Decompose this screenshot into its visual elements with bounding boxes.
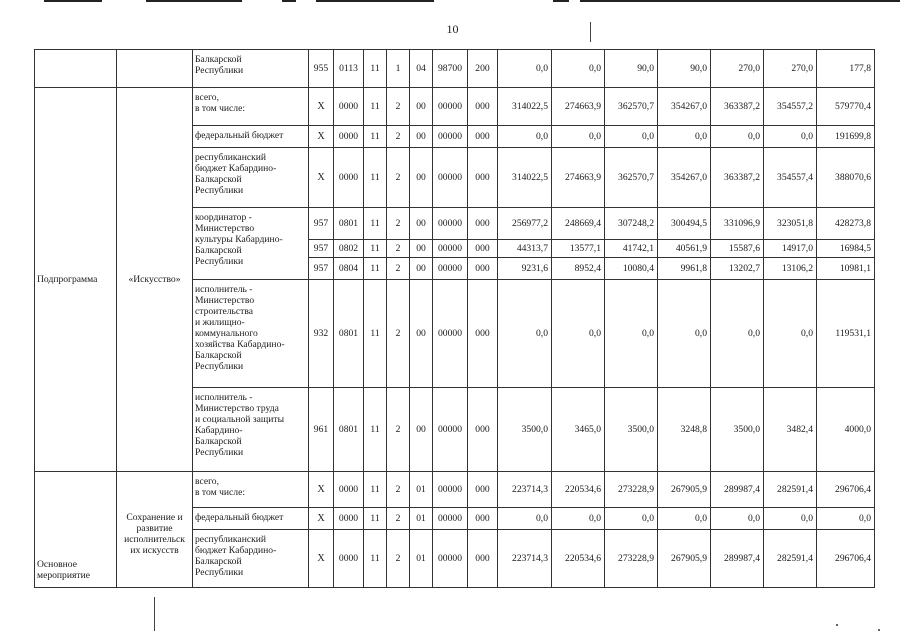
code-gp: 11 xyxy=(364,530,387,588)
code-om: 00 xyxy=(410,258,433,280)
code-cs: 00000 xyxy=(433,530,468,588)
code-pgp: 2 xyxy=(387,208,410,240)
code-gp: 11 xyxy=(364,280,387,388)
table-body xyxy=(35,50,875,588)
scan-speck xyxy=(878,629,880,631)
value-cell: 0,0 xyxy=(552,50,605,88)
code-vr: 000 xyxy=(468,88,498,126)
value-cell: 270,0 xyxy=(764,50,817,88)
top-scan-line-3 xyxy=(282,0,296,2)
participant-cell: федеральный бюджет xyxy=(193,126,309,148)
value-cell: 273228,9 xyxy=(605,472,658,508)
code-om: 01 xyxy=(410,472,433,508)
code-om: 00 xyxy=(410,388,433,472)
code-vr: 000 xyxy=(468,388,498,472)
code-rzpr: 0801 xyxy=(334,208,364,240)
value-cell: 220534,6 xyxy=(552,472,605,508)
value-cell: 223714,3 xyxy=(498,472,552,508)
code-grbs: X xyxy=(309,472,334,508)
code-cs: 00000 xyxy=(433,258,468,280)
value-cell: 0,0 xyxy=(498,280,552,388)
value-cell: 3500,0 xyxy=(498,388,552,472)
code-om: 04 xyxy=(410,50,433,88)
value-cell: 13202,7 xyxy=(711,258,764,280)
value-cell: 0,0 xyxy=(552,280,605,388)
value-cell: 256977,2 xyxy=(498,208,552,240)
value-cell: 0,0 xyxy=(658,508,711,530)
code-grbs: X xyxy=(309,126,334,148)
value-cell: 0,0 xyxy=(764,126,817,148)
code-gp: 11 xyxy=(364,148,387,208)
value-cell: 10080,4 xyxy=(605,258,658,280)
code-grbs: 961 xyxy=(309,388,334,472)
value-cell: 274663,9 xyxy=(552,88,605,126)
value-cell: 267905,9 xyxy=(658,530,711,588)
value-cell: 3248,8 xyxy=(658,388,711,472)
budget-table xyxy=(34,49,875,588)
value-cell: 323051,8 xyxy=(764,208,817,240)
value-cell: 289987,4 xyxy=(711,472,764,508)
value-cell: 191699,8 xyxy=(817,126,875,148)
code-gp: 11 xyxy=(364,88,387,126)
top-scan-line-5 xyxy=(553,0,569,2)
value-cell: 0,0 xyxy=(764,280,817,388)
value-cell: 354557,4 xyxy=(764,148,817,208)
code-rzpr: 0804 xyxy=(334,258,364,280)
code-rzpr: 0801 xyxy=(334,280,364,388)
scan-mark-bottom xyxy=(154,597,155,631)
participant-cell: федеральный бюджет xyxy=(193,508,309,530)
value-cell: 0,0 xyxy=(498,50,552,88)
value-cell: 248669,4 xyxy=(552,208,605,240)
value-cell: 363387,2 xyxy=(711,148,764,208)
table-row xyxy=(35,50,875,88)
value-cell: 3482,4 xyxy=(764,388,817,472)
participant-cell: исполнитель - Министерство строительства и жилищно- коммунального хозяйства Кабардино- Балкарской Республики xyxy=(193,280,309,388)
value-cell: 0,0 xyxy=(658,280,711,388)
value-cell: 9961,8 xyxy=(658,258,711,280)
value-cell: 362570,7 xyxy=(605,148,658,208)
code-cs: 00000 xyxy=(433,148,468,208)
code-gp: 11 xyxy=(364,388,387,472)
code-pgp: 2 xyxy=(387,472,410,508)
code-gp: 11 xyxy=(364,208,387,240)
participant-cell: всего, в том числе: xyxy=(193,88,309,126)
code-om: 01 xyxy=(410,508,433,530)
code-grbs: X xyxy=(309,148,334,208)
value-cell: 0,0 xyxy=(711,280,764,388)
code-vr: 000 xyxy=(468,208,498,240)
code-rzpr: 0802 xyxy=(334,240,364,258)
value-cell: 8952,4 xyxy=(552,258,605,280)
participant-cell: республиканский бюджет Кабардино- Балкарской Республики xyxy=(193,148,309,208)
group-name-subprogram: «Искусство» xyxy=(117,88,193,472)
top-scan-line-4 xyxy=(316,0,434,2)
code-rzpr: 0000 xyxy=(334,472,364,508)
code-pgp: 2 xyxy=(387,240,410,258)
code-pgp: 2 xyxy=(387,88,410,126)
value-cell: 428273,8 xyxy=(817,208,875,240)
value-cell: 282591,4 xyxy=(764,530,817,588)
value-cell: 354557,2 xyxy=(764,88,817,126)
code-rzpr: 0000 xyxy=(334,530,364,588)
code-vr: 000 xyxy=(468,126,498,148)
scan-speck xyxy=(836,624,838,626)
code-grbs: X xyxy=(309,508,334,530)
value-cell: 90,0 xyxy=(658,50,711,88)
code-vr: 000 xyxy=(468,508,498,530)
value-cell: 3500,0 xyxy=(605,388,658,472)
code-om: 01 xyxy=(410,530,433,588)
value-cell: 282591,4 xyxy=(764,472,817,508)
value-cell: 4000,0 xyxy=(817,388,875,472)
value-cell: 13577,1 xyxy=(552,240,605,258)
value-cell: 362570,7 xyxy=(605,88,658,126)
code-cs: 00000 xyxy=(433,126,468,148)
code-gp: 11 xyxy=(364,126,387,148)
value-cell: 14917,0 xyxy=(764,240,817,258)
code-om: 00 xyxy=(410,280,433,388)
value-cell: 0,0 xyxy=(605,126,658,148)
code-vr: 200 xyxy=(468,50,498,88)
value-cell: 314022,5 xyxy=(498,148,552,208)
participant-cell: исполнитель - Министерство труда и социальной защиты Кабардино- Балкарской Республики xyxy=(193,388,309,472)
code-om: 00 xyxy=(410,126,433,148)
participant-cell: республиканский бюджет Кабардино- Балкарской Республики xyxy=(193,530,309,588)
code-vr: 000 xyxy=(468,240,498,258)
value-cell: 273228,9 xyxy=(605,530,658,588)
value-cell: 44313,7 xyxy=(498,240,552,258)
value-cell: 0,0 xyxy=(498,508,552,530)
code-pgp: 2 xyxy=(387,388,410,472)
code-grbs: X xyxy=(309,88,334,126)
code-pgp: 2 xyxy=(387,280,410,388)
code-cs: 00000 xyxy=(433,88,468,126)
value-cell: 363387,2 xyxy=(711,88,764,126)
value-cell: 579770,4 xyxy=(817,88,875,126)
cell-type xyxy=(35,50,117,88)
code-pgp: 2 xyxy=(387,126,410,148)
group-name-main-event: Сохранение и развитие исполнительск их искусств xyxy=(117,472,193,588)
group-type-subprogram: Подпрограмма xyxy=(35,88,117,472)
value-cell: 0,0 xyxy=(552,126,605,148)
value-cell: 15587,6 xyxy=(711,240,764,258)
code-grbs: X xyxy=(309,530,334,588)
code-pgp: 1 xyxy=(387,50,410,88)
value-cell: 289987,4 xyxy=(711,530,764,588)
code-om: 00 xyxy=(410,208,433,240)
code-cs: 98700 xyxy=(433,50,468,88)
table-row xyxy=(35,472,875,508)
value-cell: 0,0 xyxy=(498,126,552,148)
value-cell: 300494,5 xyxy=(658,208,711,240)
value-cell: 41742,1 xyxy=(605,240,658,258)
value-cell: 3500,0 xyxy=(711,388,764,472)
code-cs: 00000 xyxy=(433,208,468,240)
page-number: 10 xyxy=(446,22,459,36)
table-row xyxy=(35,88,875,126)
code-cs: 00000 xyxy=(433,388,468,472)
value-cell: 0,0 xyxy=(605,280,658,388)
code-cs: 00000 xyxy=(433,508,468,530)
value-cell: 0,0 xyxy=(552,508,605,530)
value-cell: 0,0 xyxy=(711,126,764,148)
code-pgp: 2 xyxy=(387,258,410,280)
participant-cell: координатор - Министерство культуры Кабардино- Балкарской Республики xyxy=(193,208,309,280)
value-cell: 90,0 xyxy=(605,50,658,88)
code-om: 00 xyxy=(410,240,433,258)
value-cell: 16984,5 xyxy=(817,240,875,258)
value-cell: 119531,1 xyxy=(817,280,875,388)
value-cell: 177,8 xyxy=(817,50,875,88)
code-vr: 000 xyxy=(468,530,498,588)
code-rzpr: 0000 xyxy=(334,126,364,148)
value-cell: 354267,0 xyxy=(658,88,711,126)
value-cell: 13106,2 xyxy=(764,258,817,280)
code-gp: 11 xyxy=(364,508,387,530)
value-cell: 220534,6 xyxy=(552,530,605,588)
code-vr: 000 xyxy=(468,472,498,508)
value-cell: 223714,3 xyxy=(498,530,552,588)
code-pgp: 2 xyxy=(387,530,410,588)
code-gp: 11 xyxy=(364,258,387,280)
value-cell: 0,0 xyxy=(605,508,658,530)
top-scan-line-6 xyxy=(580,0,900,2)
code-rzpr: 0000 xyxy=(334,148,364,208)
top-scan-line-2 xyxy=(146,0,242,2)
code-cs: 00000 xyxy=(433,472,468,508)
top-scan-line-1 xyxy=(44,0,102,2)
code-vr: 000 xyxy=(468,258,498,280)
value-cell: 40561,9 xyxy=(658,240,711,258)
value-cell: 0,0 xyxy=(711,508,764,530)
scan-mark-top xyxy=(590,22,591,42)
code-cs: 00000 xyxy=(433,240,468,258)
code-rzpr: 0113 xyxy=(334,50,364,88)
code-vr: 000 xyxy=(468,148,498,208)
value-cell: 267905,9 xyxy=(658,472,711,508)
code-rzpr: 0000 xyxy=(334,508,364,530)
code-om: 00 xyxy=(410,148,433,208)
value-cell: 314022,5 xyxy=(498,88,552,126)
code-grbs: 955 xyxy=(309,50,334,88)
code-gp: 11 xyxy=(364,50,387,88)
value-cell: 9231,6 xyxy=(498,258,552,280)
cell-name xyxy=(117,50,193,88)
code-pgp: 2 xyxy=(387,148,410,208)
value-cell: 3465,0 xyxy=(552,388,605,472)
code-gp: 11 xyxy=(364,472,387,508)
group-type-main-event: Основное мероприятие xyxy=(35,472,117,588)
code-rzpr: 0000 xyxy=(334,88,364,126)
value-cell: 0,0 xyxy=(658,126,711,148)
code-cs: 00000 xyxy=(433,280,468,388)
code-gp: 11 xyxy=(364,240,387,258)
participant-cell: всего, в том числе: xyxy=(193,472,309,508)
code-grbs: 932 xyxy=(309,280,334,388)
value-cell: 354267,0 xyxy=(658,148,711,208)
value-cell: 0,0 xyxy=(764,508,817,530)
code-om: 00 xyxy=(410,88,433,126)
value-cell: 270,0 xyxy=(711,50,764,88)
value-cell: 10981,1 xyxy=(817,258,875,280)
code-grbs: 957 xyxy=(309,240,334,258)
value-cell: 307248,2 xyxy=(605,208,658,240)
code-rzpr: 0801 xyxy=(334,388,364,472)
value-cell: 296706,4 xyxy=(817,530,875,588)
code-pgp: 2 xyxy=(387,508,410,530)
value-cell: 331096,9 xyxy=(711,208,764,240)
value-cell: 274663,9 xyxy=(552,148,605,208)
participant-cell: Балкарской Республики xyxy=(193,50,309,88)
code-grbs: 957 xyxy=(309,258,334,280)
code-grbs: 957 xyxy=(309,208,334,240)
value-cell: 0,0 xyxy=(817,508,875,530)
value-cell: 296706,4 xyxy=(817,472,875,508)
value-cell: 388070,6 xyxy=(817,148,875,208)
code-vr: 000 xyxy=(468,280,498,388)
